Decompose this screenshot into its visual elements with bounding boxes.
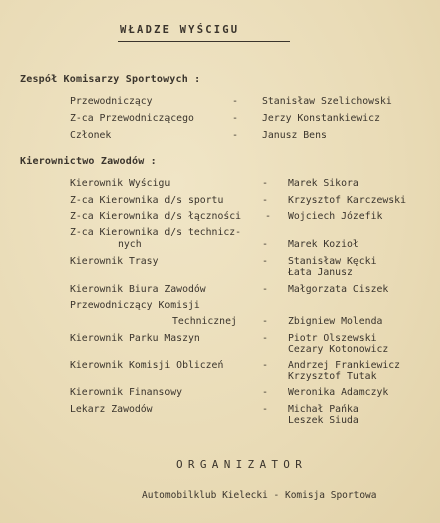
dash: -	[262, 239, 269, 250]
dash: -	[232, 130, 239, 141]
document-title: WŁADZE WYŚCIGU	[120, 24, 240, 36]
person-name: Andrzej Frankiewicz	[288, 360, 401, 371]
dash: -	[262, 195, 269, 206]
organizer-label: ORGANIZATOR	[176, 458, 308, 471]
role-label: Kierownik Wyścigu	[70, 178, 171, 189]
role-label: Z-ca Kierownika d/s technicz-	[70, 227, 242, 238]
role-label: Lekarz Zawodów	[70, 404, 153, 415]
dash: -	[262, 316, 269, 327]
title-underline	[118, 41, 290, 42]
dash: -	[262, 178, 269, 189]
organizer-name: Automobilklub Kielecki - Komisja Sportowa	[142, 490, 377, 501]
role-label: Kierownik Parku Maszyn	[70, 333, 200, 344]
dash: -	[262, 360, 269, 371]
dash: -	[232, 113, 239, 124]
person-name: Stanisław Kęcki	[288, 256, 377, 267]
person-name: Weronika Adamczyk	[288, 387, 389, 398]
role-label: Kierownik Finansowy	[70, 387, 183, 398]
dash: -	[262, 387, 269, 398]
dash: -	[262, 256, 269, 267]
role-label: Z-ca Kierownika d/s sportu	[70, 195, 224, 206]
role-label: Przewodniczący Komisji	[70, 300, 200, 311]
dash: -	[265, 211, 272, 222]
dash: -	[262, 404, 269, 415]
person-name: Cezary Kotonowicz	[288, 344, 389, 355]
role-label: Kierownik Trasy	[70, 256, 159, 267]
role-label-continued: Technicznej	[172, 316, 237, 327]
person-name: Małgorzata Ciszek	[288, 284, 389, 295]
role-label: Przewodniczący	[70, 96, 153, 107]
role-label: Kierownik Biura Zawodów	[70, 284, 206, 295]
role-label: Z-ca Kierownika d/s łączności	[70, 211, 242, 222]
section-heading-commissioners: Zespół Komisarzy Sportowych :	[20, 74, 201, 85]
person-name: Stanisław Szelichowski	[262, 96, 392, 107]
role-label: Z-ca Przewodniczącego	[70, 113, 194, 124]
person-name: Marek Sikora	[288, 178, 359, 189]
role-label-continued: nych	[118, 239, 142, 250]
person-name: Krzysztof Karczewski	[288, 195, 406, 206]
dash: -	[262, 284, 269, 295]
person-name: Zbigniew Molenda	[288, 316, 383, 327]
dash: -	[262, 333, 269, 344]
section-heading-management: Kierownictwo Zawodów :	[20, 156, 157, 167]
person-name: Leszek Siuda	[288, 415, 359, 426]
role-label: Członek	[70, 130, 112, 141]
person-name: Krzysztof Tutak	[288, 371, 377, 382]
person-name: Łata Janusz	[288, 267, 353, 278]
person-name: Wojciech Józefik	[288, 211, 383, 222]
person-name: Jerzy Konstankiewicz	[262, 113, 380, 124]
role-label: Kierownik Komisji Obliczeń	[70, 360, 224, 371]
person-name: Piotr Olszewski	[288, 333, 377, 344]
person-name: Janusz Bens	[262, 130, 327, 141]
person-name: Marek Kozioł	[288, 239, 359, 250]
dash: -	[232, 96, 239, 107]
person-name: Michał Pańka	[288, 404, 359, 415]
